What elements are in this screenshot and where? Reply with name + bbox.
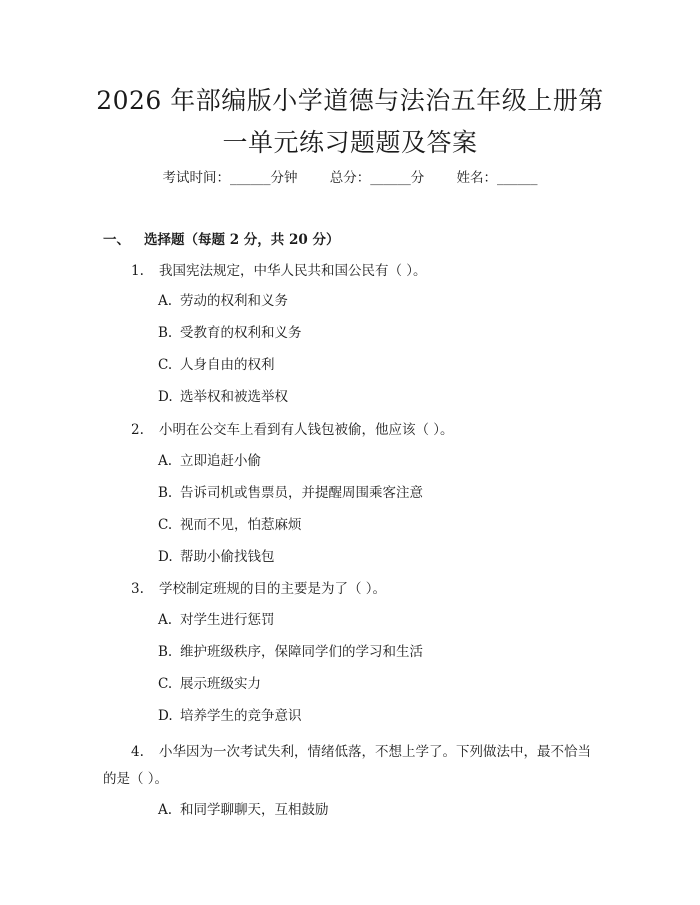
question-2-option-c: C. 视而不见，怕惹麻烦 bbox=[158, 517, 302, 533]
question-text: 学校制定班规的目的主要是为了（ ）。 bbox=[159, 581, 387, 597]
question-4-option-a: A. 和同学聊聊天，互相鼓励 bbox=[158, 802, 329, 818]
question-1-option-b: B. 受教育的权利和义务 bbox=[158, 325, 302, 341]
question-number: 2. bbox=[131, 422, 144, 438]
total-score-field: 总分：______分 bbox=[329, 170, 425, 186]
question-text-line-2: 的是（ ）。 bbox=[103, 771, 169, 787]
question-2-option-a: A. 立即追赶小偷 bbox=[158, 453, 261, 469]
exam-info bbox=[0, 168, 700, 188]
section-title: 选择题（每题 2 分，共 20 分） bbox=[144, 232, 340, 248]
question-3 bbox=[131, 579, 386, 599]
question-1-option-a: A. 劳动的权利和义务 bbox=[158, 293, 288, 309]
question-text: 我国宪法规定，中华人民共和国公民有（ ）。 bbox=[159, 263, 427, 279]
section-heading bbox=[103, 230, 339, 250]
question-number: 1. bbox=[131, 263, 144, 279]
question-4 bbox=[103, 739, 603, 793]
question-3-option-c: C. 展示班级实力 bbox=[158, 676, 261, 692]
exam-time-field: 考试时间：______分钟 bbox=[162, 170, 298, 186]
question-text-line-1: 小华因为一次考试失利，情绪低落，不想上学了。下列做法中，最不恰当 bbox=[159, 744, 591, 760]
question-number: 3. bbox=[131, 581, 144, 597]
section-number: 一、 bbox=[103, 232, 130, 248]
question-2-option-d: D. 帮助小偷找钱包 bbox=[158, 549, 275, 565]
question-2 bbox=[131, 420, 454, 440]
question-3-option-d: D. 培养学生的竞争意识 bbox=[158, 708, 302, 724]
question-3-option-a: A. 对学生进行惩罚 bbox=[158, 612, 275, 628]
question-2-option-b: B. 告诉司机或售票员，并提醒周围乘客注意 bbox=[158, 485, 423, 501]
question-1-option-d: D. 选举权和被选举权 bbox=[158, 389, 288, 405]
question-number: 4. bbox=[131, 744, 144, 760]
question-text: 小明在公交车上看到有人钱包被偷，他应该（ ）。 bbox=[159, 422, 454, 438]
document-title-line-1: 2026 年部编版小学道德与法治五年级上册第 bbox=[96, 86, 604, 115]
question-1-option-c: C. 人身自由的权利 bbox=[158, 357, 275, 373]
question-3-option-b: B. 维护班级秩序，保障同学们的学习和生活 bbox=[158, 644, 423, 660]
question-1 bbox=[131, 261, 427, 281]
document-title-line-2: 一单元练习题题及答案 bbox=[222, 128, 478, 157]
name-field: 姓名：______ bbox=[456, 170, 538, 186]
